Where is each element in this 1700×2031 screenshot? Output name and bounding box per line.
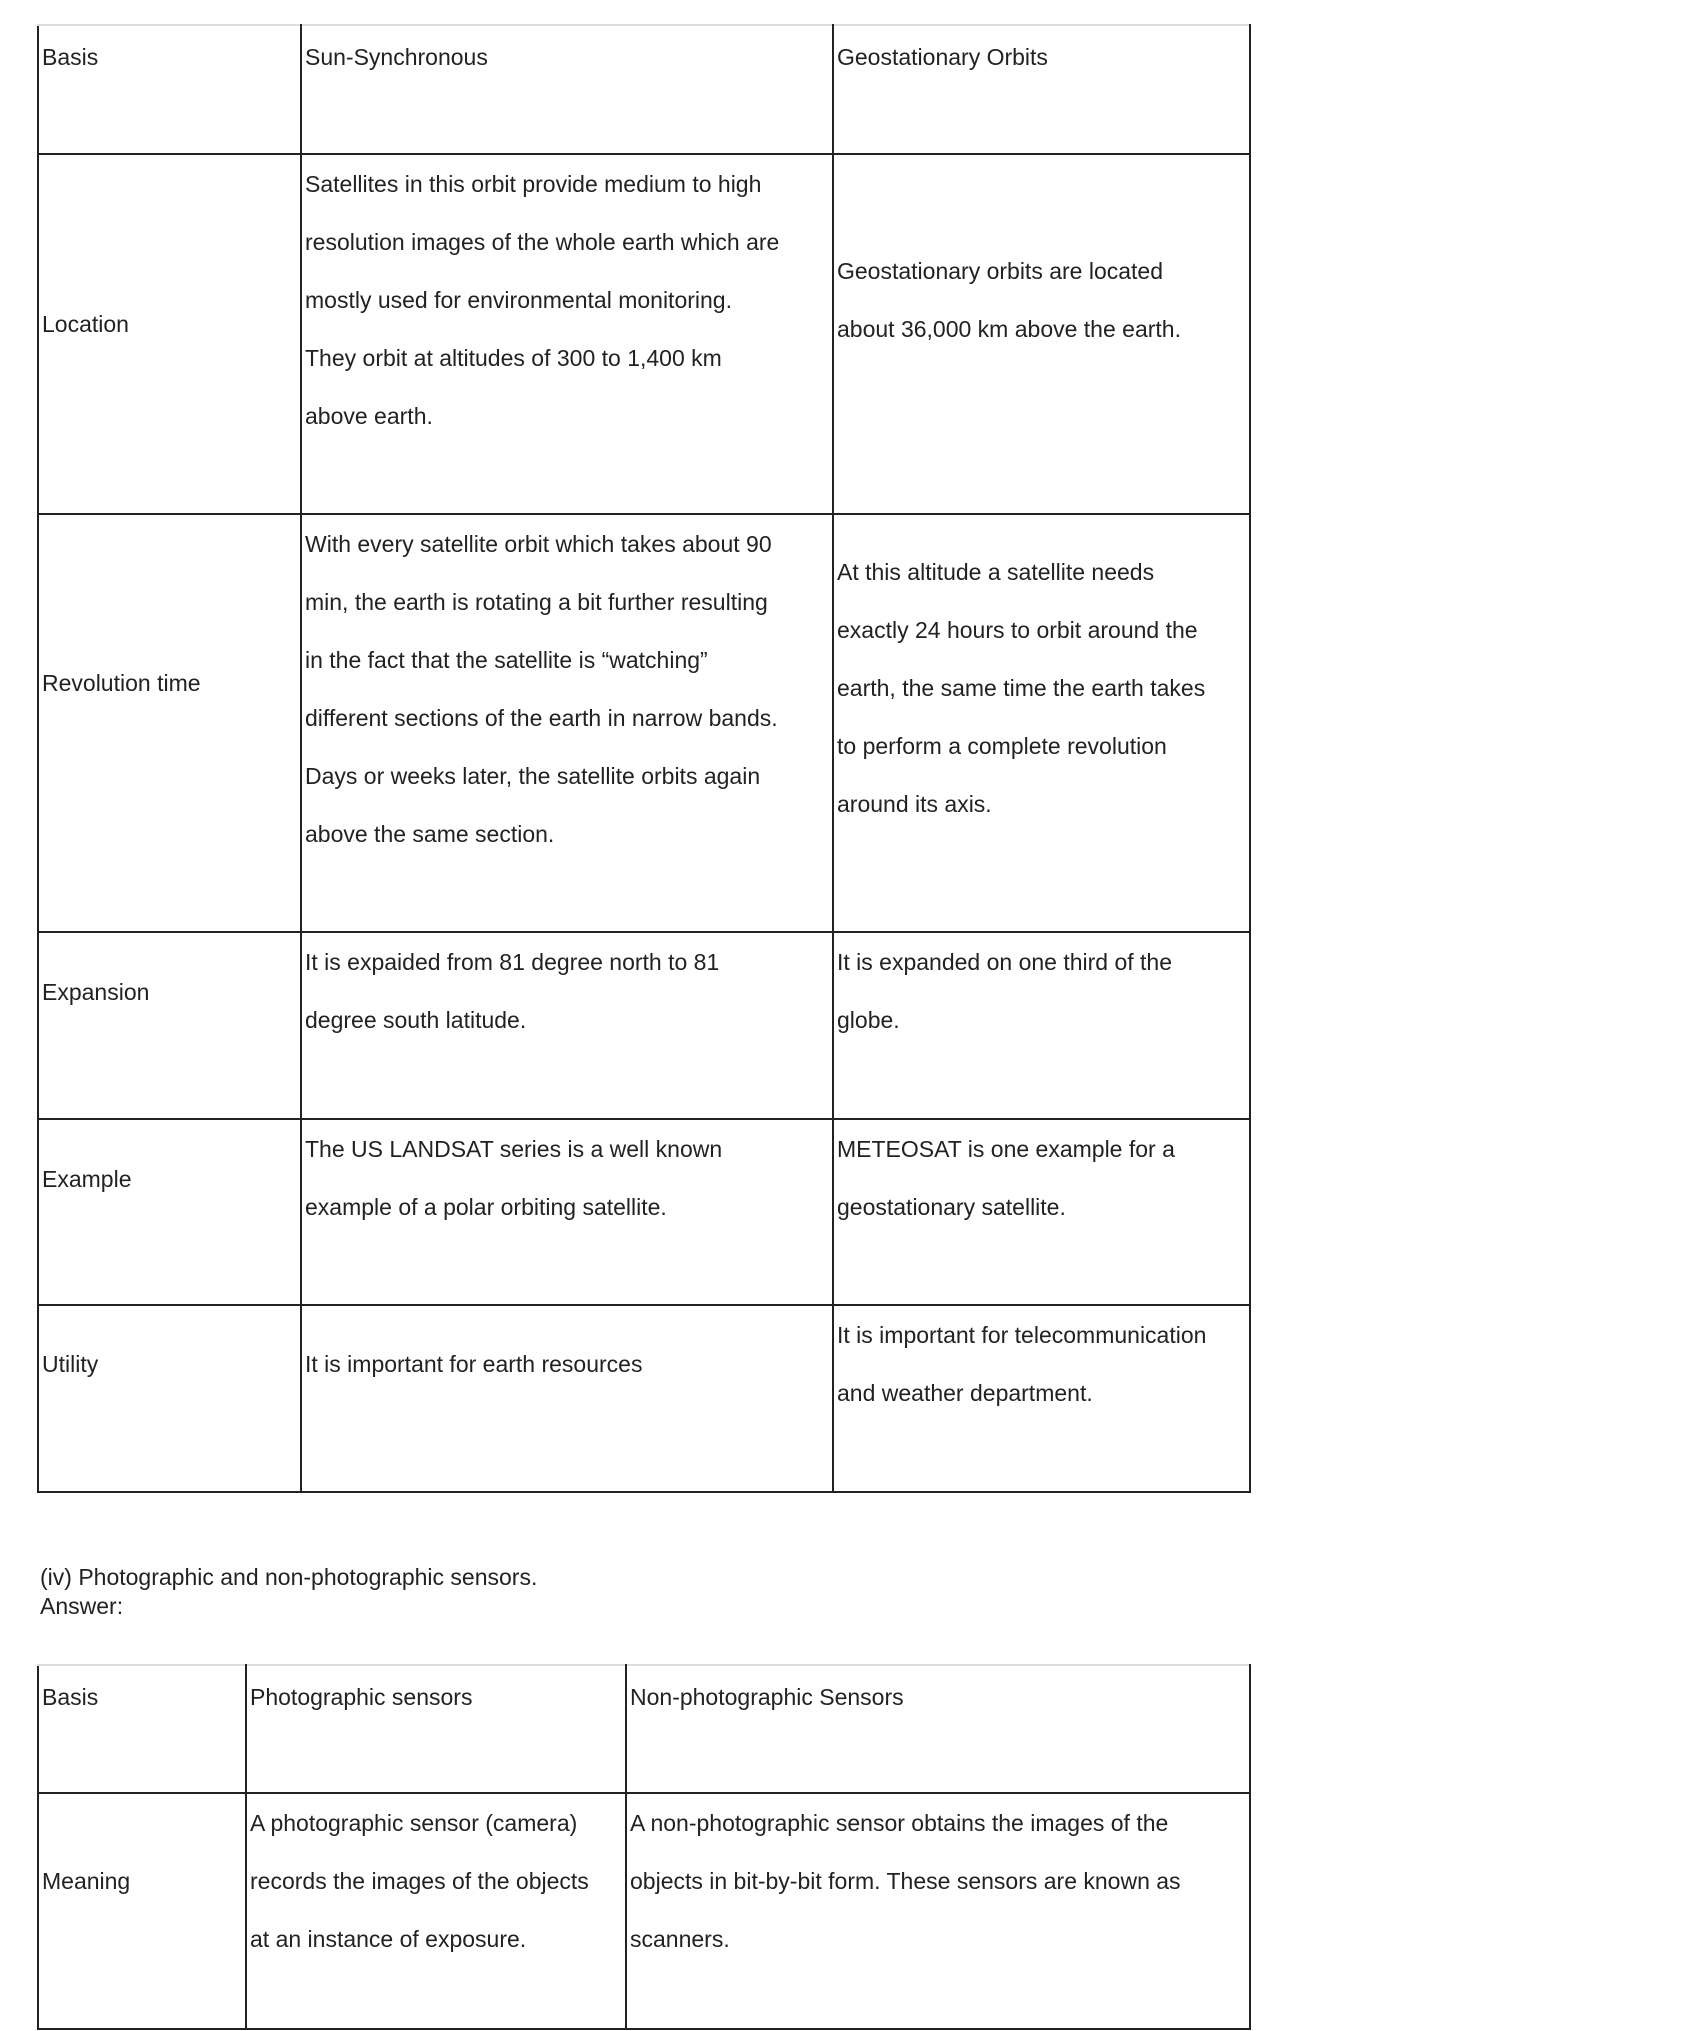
cell-line: geostationary satellite. [837, 1194, 1066, 1220]
cell-photographic [246, 1793, 626, 2029]
question-block [40, 1563, 537, 1621]
cell-line: It is expaided from 81 degree north to 81 [305, 949, 720, 975]
cell-sun-synchronous [301, 932, 833, 1119]
answer-label: Answer: [40, 1593, 124, 1619]
cell-line: Geostationary orbits are located [837, 258, 1164, 284]
cell-sun-synchronous [301, 1119, 833, 1305]
cell-line: to perform a complete revolution [837, 733, 1167, 759]
header-geostationary: Geostationary Orbits [833, 25, 1250, 154]
cell-line: min, the earth is rotating a bit further resulting [305, 589, 768, 615]
cell-sun-synchronous [301, 154, 833, 514]
cell-line: in the fact that the satellite is “watching” [305, 647, 708, 673]
table-row [38, 154, 1250, 514]
cell-geostationary [833, 154, 1250, 514]
cell-line: It is important for telecommunication [837, 1322, 1207, 1348]
header-basis: Basis [38, 1665, 246, 1793]
table-header-row [38, 25, 1250, 154]
header-basis: Basis [38, 25, 301, 154]
cell-line: different sections of the earth in narrow bands. [305, 705, 778, 731]
cell-line: It is expanded on one third of the [837, 949, 1173, 975]
row-basis: Utility [38, 1305, 301, 1492]
cell-line: and weather department. [837, 1380, 1093, 1406]
cell-line: earth, the same time the earth takes [837, 675, 1206, 701]
cell-geostationary [833, 1119, 1250, 1305]
header-photographic: Photographic sensors [246, 1665, 626, 1793]
cell-line: example of a polar orbiting satellite. [305, 1194, 667, 1220]
cell-line: They orbit at altitudes of 300 to 1,400 km [305, 345, 722, 371]
cell-line: records the images of the objects [250, 1868, 589, 1894]
header-non-photographic: Non-photographic Sensors [626, 1665, 1250, 1793]
cell-line: above the same section. [305, 821, 555, 847]
cell-line: objects in bit-by-bit form. These sensors are known as [630, 1868, 1181, 1894]
table-row [38, 514, 1250, 932]
cell-line: exactly 24 hours to orbit around the [837, 617, 1198, 643]
cell-line: scanners. [630, 1926, 730, 1952]
table-row [38, 1119, 1250, 1305]
row-basis: Revolution time [38, 514, 301, 932]
cell-line: globe. [837, 1007, 900, 1033]
cell-line: It is important for earth resources [305, 1351, 643, 1377]
cell-line: above earth. [305, 403, 433, 429]
cell-line: about 36,000 km above the earth. [837, 316, 1181, 342]
cell-geostationary [833, 1305, 1250, 1492]
cell-line: METEOSAT is one example for a [837, 1136, 1175, 1162]
cell-non-photographic [626, 1793, 1250, 2029]
cell-line: At this altitude a satellite needs [837, 559, 1155, 585]
cell-line: Days or weeks later, the satellite orbits again [305, 763, 761, 789]
sensor-comparison-table [37, 1664, 1251, 2030]
row-basis: Example [38, 1119, 301, 1305]
cell-sun-synchronous [301, 1305, 833, 1492]
table-header-row [38, 1665, 1250, 1793]
question-title: (iv) Photographic and non-photographic sensors. [40, 1564, 538, 1590]
cell-line: around its axis. [837, 791, 992, 817]
orbit-comparison-table [37, 24, 1251, 1493]
row-basis: Meaning [38, 1793, 246, 2029]
cell-line: degree south latitude. [305, 1007, 527, 1033]
table-row [38, 1793, 1250, 2029]
header-sun-synchronous: Sun-Synchronous [301, 25, 833, 154]
cell-geostationary [833, 932, 1250, 1119]
table-row [38, 932, 1250, 1119]
cell-line: With every satellite orbit which takes about 90 [305, 531, 772, 557]
cell-line: mostly used for environmental monitoring. [305, 287, 732, 313]
cell-line: A photographic sensor (camera) [250, 1810, 578, 1836]
cell-sun-synchronous [301, 514, 833, 932]
cell-line: A non-photographic sensor obtains the images of the [630, 1810, 1169, 1836]
cell-geostationary [833, 514, 1250, 932]
cell-line: resolution images of the whole earth which are [305, 229, 780, 255]
row-basis: Location [38, 154, 301, 514]
cell-line: Satellites in this orbit provide medium to high [305, 171, 762, 197]
row-basis: Expansion [38, 932, 301, 1119]
cell-line: at an instance of exposure. [250, 1926, 527, 1952]
table-row [38, 1305, 1250, 1492]
cell-line: The US LANDSAT series is a well known [305, 1136, 723, 1162]
